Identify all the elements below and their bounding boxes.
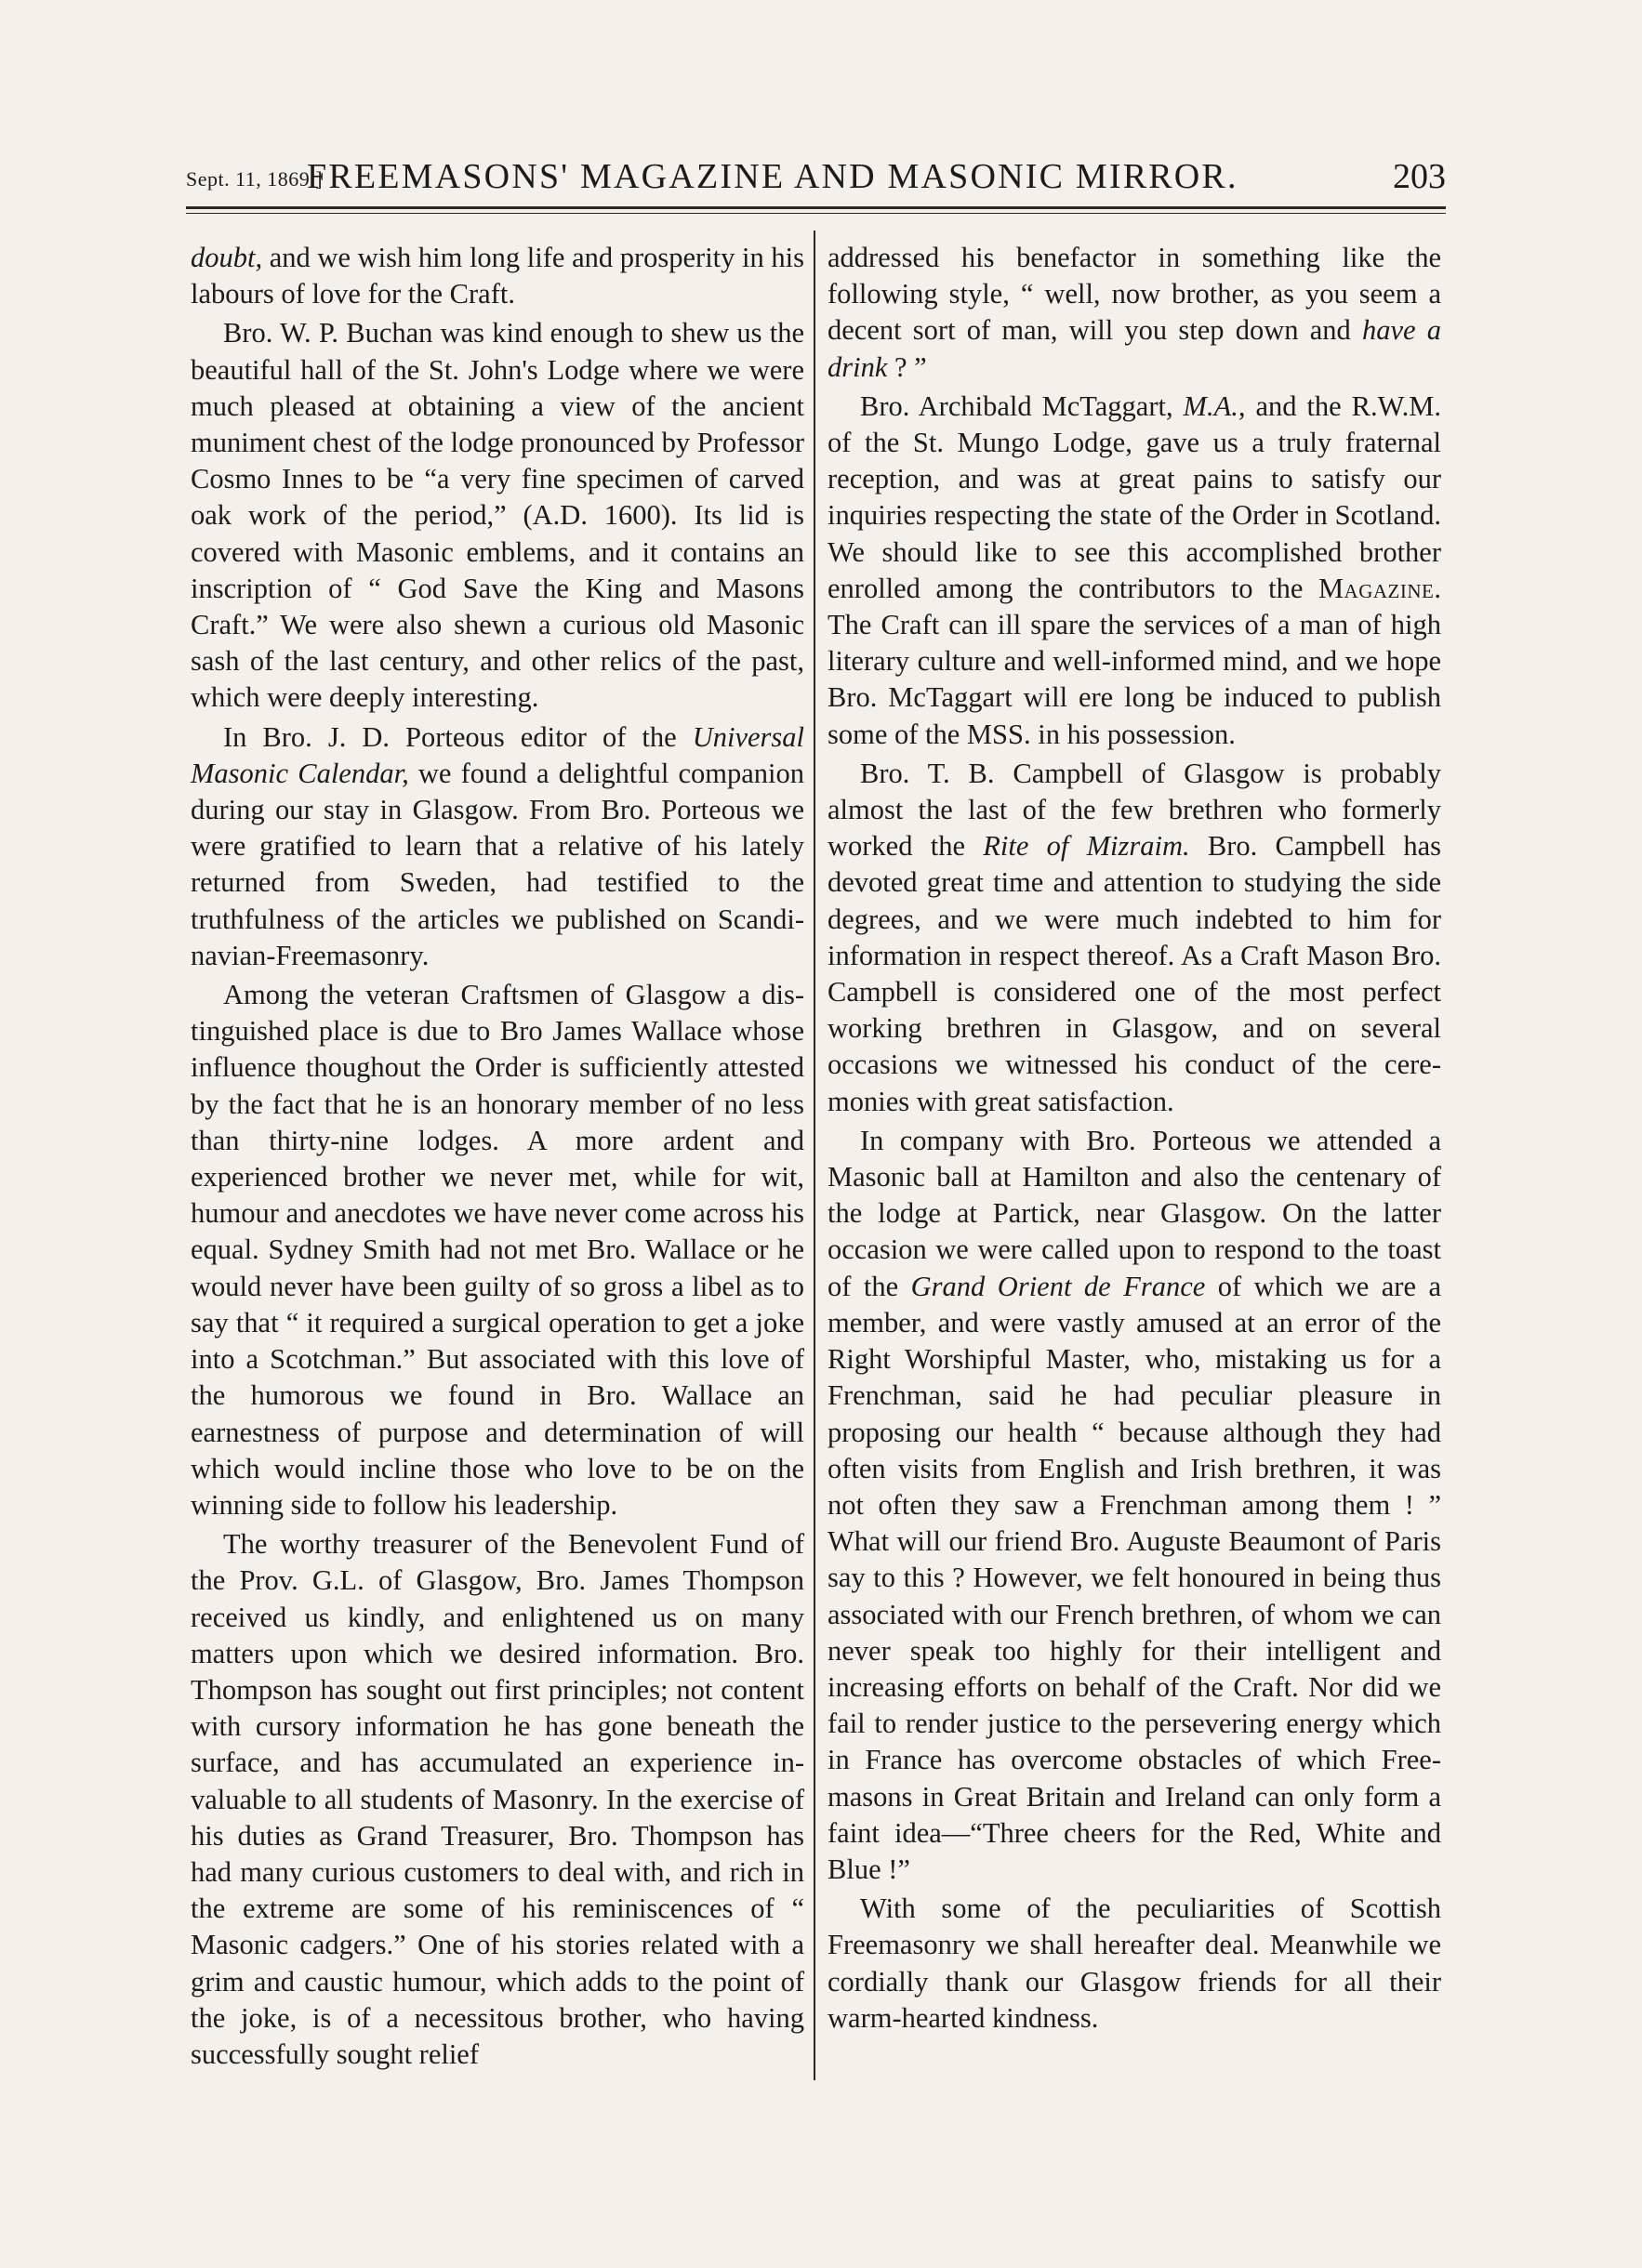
header-rule-thick xyxy=(186,206,1446,209)
paragraph-text: Bro. T. B. Campbell of Glasgow is probably almost the last of the few brethren who formerly worked the xyxy=(828,757,1441,863)
paragraph xyxy=(828,240,1441,386)
paragraph-text: Bro. Archibald McTaggart, xyxy=(860,389,1184,422)
magazine-title: FREEMASONS' MAGAZINE AND MASONIC MIRROR. xyxy=(307,157,1238,196)
page-number: 203 xyxy=(1393,157,1446,196)
column-divider xyxy=(814,231,815,2080)
paragraph-text: of which we are a member, and were vastly amused at an error of the Right Worshipful Master, who, mistaking us for a Frenchman, said he had peculiar pleasure in proposing our health “ because although they had often visits from English and Irish brethren, it was not often they saw a Frenchman among them ! ” What will our friend Bro. Auguste Beaumont of Paris say to this ? However, we felt honoured in being thus associated with our French brethren, of whom we can never speak too highly for their intelligent and increasing efforts on behalf of the Craft. Nor did we fail to render justice to the persevering energy which in France has overcome obstacles of which Freemasons in Great Britain and Ireland can only form a faint idea—“Three cheers for the Red, White and Blue !” xyxy=(828,1270,1442,1885)
paragraph-text: addressed his benefactor in something like the following style, “ well, now brother, as you seem a decent sort of man, will you step down and xyxy=(828,242,1441,347)
paragraph xyxy=(191,240,804,312)
paragraph xyxy=(828,389,1441,753)
paragraph-text: we found a delightful companion during our stay in Glasgow. From Bro. Porteous we were gratified to learn that a relative of his lately returned from Sweden, had testified to the truthfulness of the articles we published on Scandinavian-Freemasonry. xyxy=(191,757,804,971)
paragraph-text: Bro. Campbell has devoted great time and attention to studying the side degrees, and we were much indebted to him for information in respect thereof. As a Craft Mason Bro. Campbell is considered one of the most perfect working brethren in Glasgow, and on several occasions we witnessed his conduct of the ceremonies with great satisfaction. xyxy=(828,830,1442,1117)
paragraph: With some of the peculiarities of Scottish Freemasonry we shall hereafter deal. Meanwhile we cordially thank our Glasgow friends for all their warm-hearted kindness. xyxy=(828,1892,1441,2034)
paragraph-text: and the R.W.M. of the St. Mungo Lodge, gave us a truly fraternal reception, and was at great pains to satisfy our inquiries respecting the state of the Order in Scotland. We should like to see this accomplished brother enrolled among the contributors to the xyxy=(828,389,1441,604)
italic-text: M.A., xyxy=(1183,389,1246,422)
italic-text: doubt, xyxy=(191,242,263,273)
issue-date: Sept. 11, 1869.] xyxy=(186,167,324,191)
paragraph-text: ? ” xyxy=(887,350,927,383)
paragraph-text: . The Craft can ill spare the services of a man of high literary culture and well-informed mind, and we hope Bro. McTaggart will ere long be induced to publish some of the MSS. in his possession. xyxy=(828,572,1441,750)
paragraph: Bro. W. P. Buchan was kind enough to shew us the beautiful hall of the St. John's Lodge where we were much pleased at obtaining a view of the ancient muniment chest of the lodge pronounced by Professor Cosmo Innes to be “a very fine specimen of carved oak work of the period,” (A.D. 1600). Its lid is covered with Masonic emblems, and it contains an inscription of “ God Save the King and Masons Craft.” We were also shewn a curious old Masonic sash of the last century, and other relics of the past, which were deeply interesting. xyxy=(191,317,804,714)
left-column xyxy=(191,240,804,2076)
paragraph: Among the veteran Craftsmen of Glasgow a distinguished place is due to Bro James Wallace whose influence thoughout the Order is sufficiently attested by the fact that he is an honorary member of no less than thirty-nine lodges. A more ardent and experienced brother we never met, while for wit, humour and anecdotes we have never come across his equal. Sydney Smith had not met Bro. Wallace or he would never have been guilty of so gross a libel as to say that “ it required a surgical operation to get a joke into a Scotchman.” But associated with this love of the humorous we found in Bro. Wallace an earnestness of purpose and determination of will which would incline those who love to be on the winning side to follow his leadership. xyxy=(191,979,804,1521)
paragraph xyxy=(828,1123,1441,1888)
paragraph-text: In company with Bro. Porteous we attended a Masonic ball at Hamilton and also the centenary of the lodge at Partick, near Glasgow. On the latter occasion we were called upon to respond to the toast of the xyxy=(828,1124,1441,1302)
paragraph xyxy=(828,756,1441,1120)
small-caps-text: Magazine xyxy=(1318,572,1435,604)
right-column xyxy=(828,240,1441,2039)
paragraph-text: In Bro. J. D. Porteous editor of the xyxy=(223,720,693,753)
header-rule-thin xyxy=(186,213,1446,214)
italic-text: have a drink xyxy=(828,314,1441,383)
italic-text: Grand Orient de France xyxy=(910,1270,1206,1302)
paragraph xyxy=(191,719,804,974)
running-header xyxy=(186,156,1446,197)
italic-text: Rite of Mizraim. xyxy=(983,830,1190,863)
paragraph-text: and we wish him long life and prosperity in his labours of love for the Craft. xyxy=(191,242,804,310)
paragraph: The worthy treasurer of the Benevolent Fund of the Prov. G.L. of Glasgow, Bro. James Thompson received us kindly, and enlightened us on many matters upon which we desired information. Bro. Thompson has sought out first principles; not content with cursory information he has gone beneath the surface, and has accumulated an experience invaluable to all students of Masonry. In the exercise of his duties as Grand Treasurer, Bro. Thompson has had many curious customers to deal with, and rich in the extreme are some of his reminiscences of “ Masonic cadgers.” One of his stories related with a grim and caustic humour, which adds to the point of the joke, is of a necessitous brother, who having successfully sought relief xyxy=(191,1528,804,2070)
italic-text: Universal Masonic Calendar, xyxy=(191,720,804,789)
